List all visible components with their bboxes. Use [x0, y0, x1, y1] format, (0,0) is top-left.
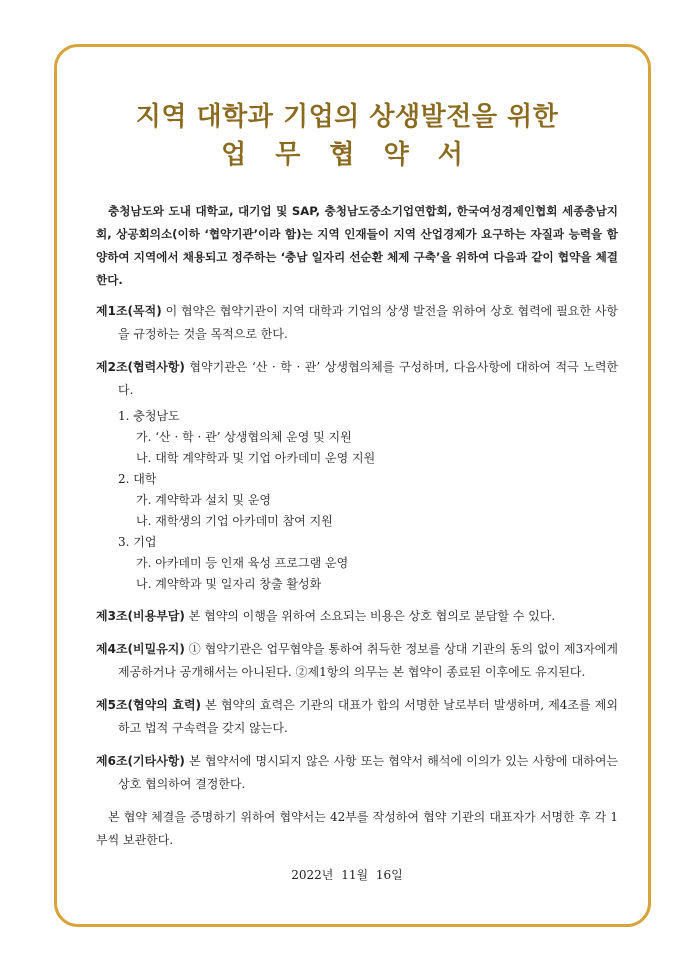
preamble: 충청남도와 도내 대학교, 대기업 및 SAP, 충청남도중소기업연합회, 한국여성경제인협회 세종충남지회, 상공회의소(이하 ‘협약기관’이라 함)는 지역 인재들이 지역 산업경제가 요구하는 자질과 능력을 함양하여 지역에서 채용되고 정주하는 ‘충남 일자리 선순환 체제 구축’을 위하여 다음과 같이 협약을 체결한다. — [96, 204, 618, 287]
article-text: 협약기관은 ‘산 · 학 · 관’ 상생협의체를 구성하며, 다음사항에 대하여 적극 노력한다. — [118, 360, 618, 397]
document-body — [96, 200, 618, 852]
list-subitem: 가. 계약학과 설치 및 운영 — [136, 493, 271, 507]
article-3 — [96, 605, 618, 628]
article-2-list — [96, 406, 618, 595]
article-text: 본 협약의 효력은 기관의 대표가 합의 서명한 날로부터 발생하며, 제4조를 제외하고 법적 구속력을 갖지 않는다. — [118, 698, 618, 735]
article-heading: 제4조(비밀유지) — [96, 642, 185, 656]
article-text: 이 협약은 협약기관이 지역 대학과 기업의 상생 발전을 위하여 상호 협력에 필요한 사항을 규정하는 것을 목적으로 한다. — [118, 304, 618, 341]
list-item: 1. 충청남도 — [118, 409, 180, 423]
article-heading: 제1조(목적) — [96, 304, 162, 318]
article-5 — [96, 694, 618, 740]
article-heading: 제3조(비용부담) — [96, 609, 185, 623]
article-6 — [96, 750, 618, 796]
list-subitem: 나. 계약학과 및 일자리 창출 활성화 — [136, 577, 322, 591]
article-2 — [96, 356, 618, 402]
list-subitem: 가. 아카데미 등 인재 육성 프로그램 운영 — [136, 556, 349, 570]
article-1 — [96, 300, 618, 346]
list-subitem: 나. 대학 계약학과 및 기업 아카데미 운영 지원 — [136, 451, 376, 465]
article-4 — [96, 638, 618, 684]
article-text: ① 협약기관은 업무협약을 통하여 취득한 정보를 상대 기관의 동의 없이 제3자에게 제공하거나 공개해서는 아니된다. ②제1항의 의무는 본 협약이 종료된 이후에도 유지된다. — [118, 642, 618, 679]
article-heading: 제2조(협력사항) — [96, 360, 185, 374]
list-item: 2. 대학 — [118, 472, 157, 486]
list-subitem: 가. ‘산 · 학 · 관’ 상생협의체 운영 및 지원 — [136, 430, 352, 444]
signing-date: 2022년 11월 16일 — [291, 868, 403, 882]
article-text: 본 협약서에 명시되지 않은 사항 또는 협약서 해석에 이의가 있는 사항에 대하여는 상호 협의하여 결정한다. — [118, 754, 618, 791]
document-subtitle: 업 무 협 약 서 — [221, 140, 473, 170]
article-heading: 제6조(기타사항) — [96, 754, 185, 768]
closing-statement: 본 협약 체결을 증명하기 위하여 협약서는 42부를 작성하여 협약 기관의 대표자가 서명한 후 각 1부씩 보관한다. — [96, 810, 618, 847]
list-item: 3. 기업 — [118, 535, 157, 549]
list-subitem: 나. 재학생의 기업 아카데미 참여 지원 — [136, 514, 333, 528]
document-title: 지역 대학과 기업의 상생발전을 위한 — [135, 102, 559, 132]
article-heading: 제5조(협약의 효력) — [96, 698, 202, 712]
article-text: 본 협약의 이행을 위하여 소요되는 비용은 상호 협의로 분담할 수 있다. — [184, 609, 556, 623]
